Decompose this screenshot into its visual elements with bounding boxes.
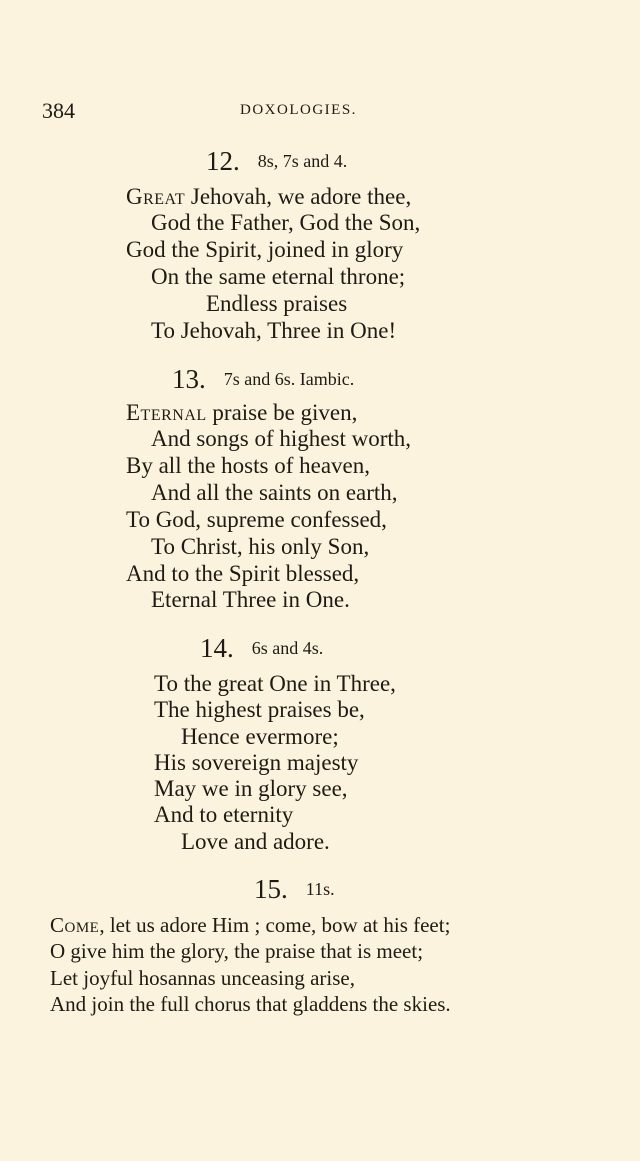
running-head bbox=[0, 98, 640, 128]
verse-line: To Jehovah, Three in One! bbox=[151, 318, 397, 343]
verse-line: Eternal Three in One. bbox=[151, 587, 350, 612]
hymn-12-heading bbox=[206, 146, 347, 180]
hymn-14-heading bbox=[200, 633, 323, 667]
verse-line-text: praise be given, bbox=[206, 400, 358, 425]
verse-line: And all the saints on earth, bbox=[151, 480, 398, 505]
verse-line-text: Jehovah, we adore thee, bbox=[185, 184, 412, 209]
verse-line: And to eternity bbox=[154, 802, 294, 827]
page-number: 384 bbox=[42, 98, 75, 123]
verse-line: And to the Spirit blessed, bbox=[126, 561, 360, 586]
running-title: DOXOLOGIES. bbox=[240, 102, 357, 118]
hymn-number: 15. bbox=[254, 874, 288, 904]
verse-opening-word: Come bbox=[50, 913, 100, 937]
verse-line: To Christ, his only Son, bbox=[151, 534, 370, 559]
verse-line: And songs of highest worth, bbox=[151, 426, 412, 451]
verse-line: On the same eternal throne; bbox=[151, 264, 406, 289]
hymn-meter: 8s, 7s and 4. bbox=[257, 151, 348, 171]
verse-line: His sovereign majesty bbox=[154, 750, 359, 775]
verse-line: And join the full chorus that gladdens the skies. bbox=[50, 992, 451, 1016]
verse-line: O give him the glory, the praise that is meet; bbox=[50, 939, 424, 963]
verse-line bbox=[126, 184, 411, 210]
hymn-number: 12. bbox=[206, 146, 240, 176]
verse-line: By all the hosts of heaven, bbox=[126, 453, 371, 478]
hymn-15-heading bbox=[254, 874, 335, 908]
verse-line: God the Spirit, joined in glory bbox=[126, 237, 404, 262]
verse-opening-word: Great bbox=[126, 184, 186, 209]
verse-line: Love and adore. bbox=[181, 829, 330, 854]
hymn-number: 13. bbox=[172, 364, 206, 394]
hymn-13-heading bbox=[172, 364, 354, 398]
verse-line: To God, supreme confessed, bbox=[126, 507, 387, 532]
verse-line: The highest praises be, bbox=[154, 697, 365, 722]
hymn-number: 14. bbox=[200, 633, 234, 663]
verse-line bbox=[50, 912, 450, 938]
verse-opening-word: Eternal bbox=[126, 400, 207, 425]
verse-line: God the Father, God the Son, bbox=[151, 210, 421, 235]
verse-line: Hence evermore; bbox=[181, 724, 339, 749]
verse-line: May we in glory see, bbox=[154, 776, 348, 801]
verse-line bbox=[126, 400, 357, 426]
hymn-meter: 6s and 4s. bbox=[251, 638, 324, 658]
verse-line: To the great One in Three, bbox=[154, 671, 396, 696]
verse-line: Endless praises bbox=[206, 291, 348, 316]
hymn-meter: 11s. bbox=[305, 879, 335, 899]
verse-line-text: , let us adore Him ; come, bow at his feet; bbox=[99, 913, 451, 937]
verse-line: Let joyful hosannas unceasing arise, bbox=[50, 966, 355, 990]
hymn-meter: 7s and 6s. Iambic. bbox=[223, 369, 355, 389]
